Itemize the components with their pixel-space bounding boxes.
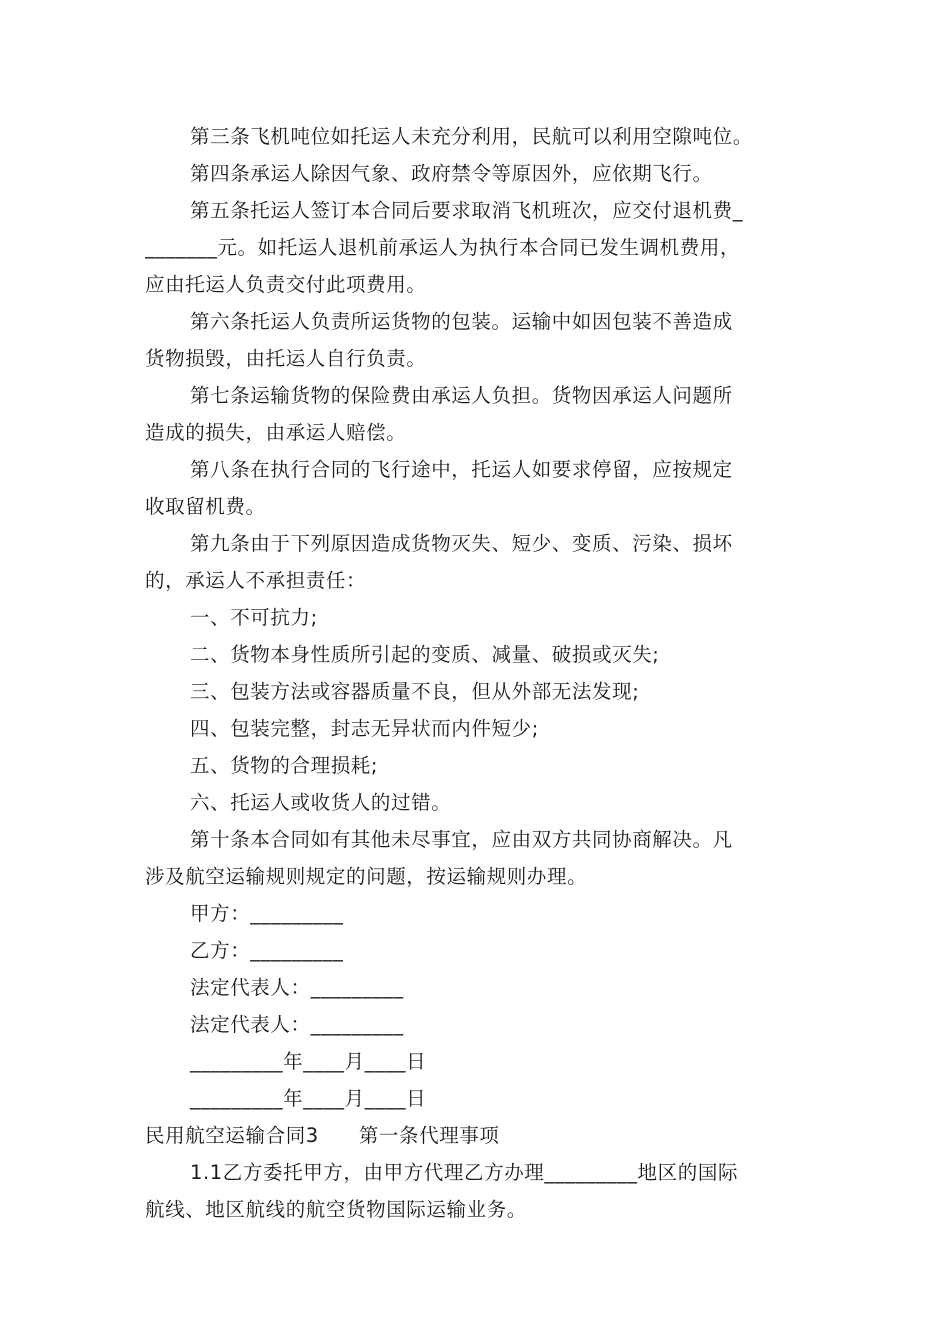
legal-rep-a: 法定代表人：_________: [190, 976, 404, 999]
contract-title: 民用航空运输合同3: [145, 1124, 319, 1147]
section-title: 第一条代理事项: [358, 1124, 500, 1147]
legal-rep-b: 法定代表人：_________: [190, 1013, 404, 1036]
list-item-3: 三、包装方法或容器质量不良，但从外部无法发现;: [190, 680, 640, 703]
list-item-5: 五、货物的合理损耗;: [190, 754, 379, 777]
party-b-signature: 乙方：_________: [190, 939, 344, 962]
clause-8-line-2: 收取留机费。: [145, 495, 266, 518]
clause-5-line-1: 第五条托运人签订本合同后要求取消飞机班次，应交付退机费_: [190, 199, 744, 222]
clause-9-line-1: 第九条由于下列原因造成货物灭失、短少、变质、污染、损坏: [190, 532, 733, 555]
list-item-2: 二、货物本身性质所引起的变质、减量、破损或灭失;: [190, 643, 660, 666]
clause-10-line-1: 第十条本合同如有其他未尽事宜，应由双方共同协商解决。凡: [190, 828, 733, 851]
clause-1-1-line-2: 航线、地区航线的航空货物国际运输业务。: [145, 1198, 527, 1221]
clause-8-line-1: 第八条在执行合同的飞行途中，托运人如要求停留，应按规定: [190, 458, 733, 481]
document-body: [145, 118, 810, 1228]
clause-4-line: 第四条承运人除因气象、政府禁令等原因外，应依期飞行。: [190, 162, 713, 185]
clause-10-line-2: 涉及航空运输规则规定的问题，按运输规则办理。: [145, 865, 588, 888]
party-a-signature: 甲方：_________: [190, 902, 344, 925]
clause-6-line-1: 第六条托运人负责所运货物的包装。运输中如因包装不善造成: [190, 310, 733, 333]
clause-7-line-1: 第七条运输货物的保险费由承运人负担。货物因承运人问题所: [190, 384, 733, 407]
clause-3-line: 第三条飞机吨位如托运人未充分利用，民航可以利用空隙吨位。: [190, 125, 753, 148]
clause-5-line-3: 应由托运人负责交付此项费用。: [145, 273, 427, 296]
list-item-4: 四、包装完整，封志无异状而内件短少;: [190, 717, 539, 740]
date-line-b: _________年____月____日: [190, 1087, 427, 1110]
date-line-a: _________年____月____日: [190, 1050, 427, 1073]
contract-heading: [145, 1117, 810, 1154]
clause-9-line-2: 的，承运人不承担责任：: [145, 569, 367, 592]
list-item-6: 六、托运人或收货人的过错。: [190, 791, 452, 814]
clause-1-1-line-1: 1.1乙方委托甲方，由甲方代理乙方办理_________地区的国际: [190, 1161, 739, 1184]
clause-6-line-2: 货物损毁，由托运人自行负责。: [145, 347, 427, 370]
list-item-1: 一、不可抗力;: [190, 606, 318, 629]
clause-5-line-2: _______元。如托运人退机前承运人为执行本合同已发生调机费用，: [145, 236, 741, 259]
clause-7-line-2: 造成的损失，由承运人赔偿。: [145, 421, 407, 444]
